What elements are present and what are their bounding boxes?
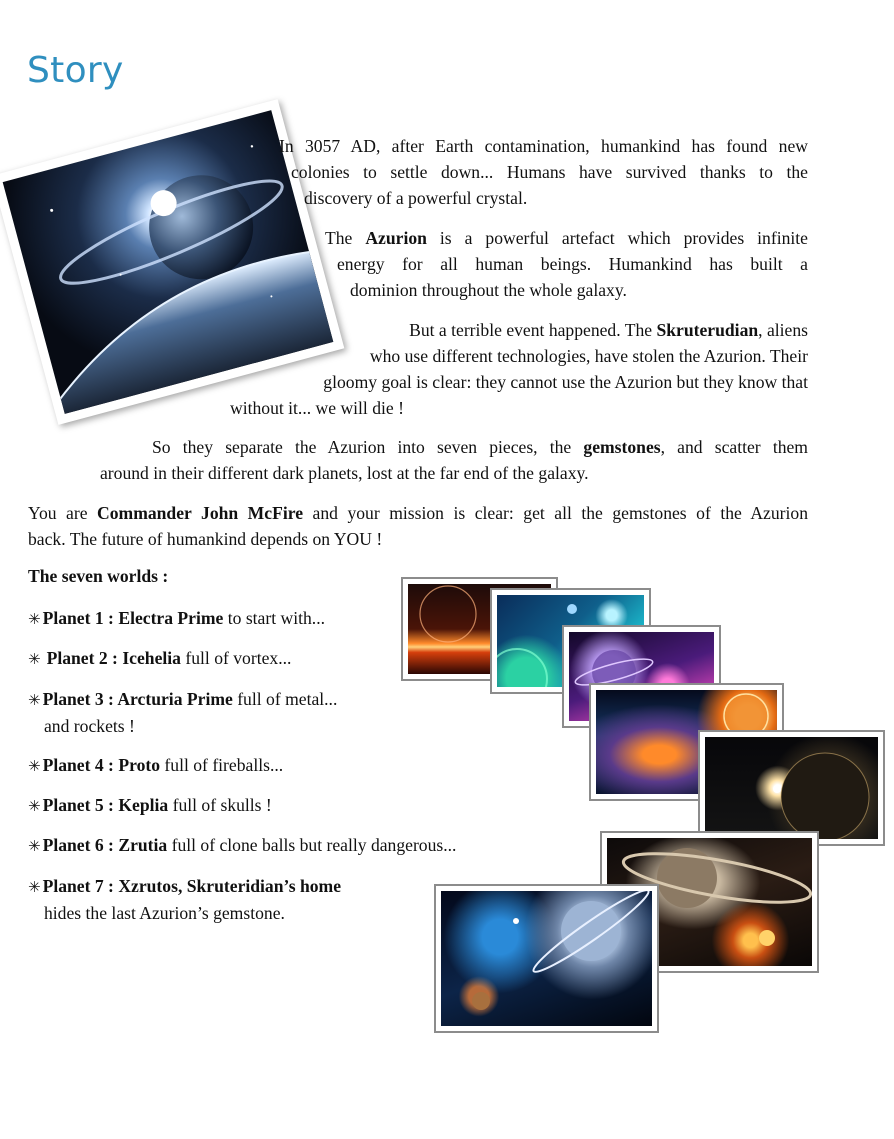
p3-line-2: who use different technologies, have stolen the Azurion. Their xyxy=(369,346,808,366)
skruterudian-term: Skruterudian xyxy=(656,320,759,340)
planet-name: Proto xyxy=(118,755,161,775)
planet-item-4: ✳ Planet 4 : Proto full of fireballs... xyxy=(28,755,284,775)
planet-name: Keplia xyxy=(118,795,169,815)
planet-name: Arcturia Prime xyxy=(117,689,233,709)
planet-5-thumbnail xyxy=(698,730,885,846)
p3-line-1: But a terrible event happened. The Skruterudian, aliens xyxy=(409,320,808,340)
planet-name: Xzrutos, Skruteridian’s home xyxy=(118,876,342,896)
worlds-title: The seven worlds : xyxy=(28,566,169,586)
planet-name: Icehelia xyxy=(122,648,181,668)
story-paragraph-3 xyxy=(230,317,808,421)
star-bullet-icon: ✳ xyxy=(28,691,41,709)
planet-item-6: ✳ Planet 6 : Zrutia full of clone balls but really dangerous... xyxy=(28,835,457,855)
p3-line-4: without it... we will die ! xyxy=(230,398,404,418)
star-bullet-icon: ✳ xyxy=(28,837,41,855)
p1-line-1: In 3057 AD, after Earth contamination, humankind has found new xyxy=(279,136,808,156)
page-title: Story xyxy=(27,50,124,91)
planet-item-3: ✳ Planet 3 : Arcturia Prime full of metal... and rockets ! xyxy=(28,689,338,736)
star-bullet-icon: ✳ xyxy=(28,797,41,815)
p2-line-2: energy for all human beings. Humankind has built a xyxy=(337,254,808,274)
p2-line-3: dominion throughout the whole galaxy. xyxy=(350,280,627,300)
star-bullet-icon: ✳ xyxy=(28,757,41,775)
p5-line-2: back. The future of humankind depends on YOU ! xyxy=(28,529,383,549)
p4-line-1: So they separate the Azurion into seven pieces, the gemstones, and scatter them xyxy=(152,437,808,457)
story-paragraph-4 xyxy=(100,434,808,486)
planet-item-5: ✳ Planet 5 : Keplia full of skulls ! xyxy=(28,795,272,815)
story-paragraph-5 xyxy=(28,500,808,552)
planet-item-2: ✳ Planet 2 : Icehelia full of vortex... xyxy=(28,648,292,668)
star-bullet-icon: ✳ xyxy=(28,878,41,896)
star-bullet-icon: ✳ xyxy=(28,610,41,628)
planet-name: Zrutia xyxy=(118,835,168,855)
planet-name: Electra Prime xyxy=(118,608,224,628)
planet-7-thumbnail xyxy=(434,884,659,1033)
star-bullet-icon: ✳ xyxy=(28,650,41,668)
story-paragraph-1 xyxy=(279,133,808,211)
planet-item-1: ✳ Planet 1 : Electra Prime to start with... xyxy=(28,608,325,628)
p4-line-2: around in their different dark planets, lost at the far end of the galaxy. xyxy=(100,463,589,483)
planet-item-7: ✳ Planet 7 : Xzrutos, Skruteridian’s home hides the last Azurion’s gemstone. xyxy=(28,876,342,923)
p3-line-3: gloomy goal is clear: they cannot use the Azurion but they know that xyxy=(323,372,808,392)
azurion-term: Azurion xyxy=(365,228,427,248)
p5-line-1: You are Commander John McFire and your mission is clear: get all the gemstones of the Azurion xyxy=(28,503,808,523)
story-paragraph-2 xyxy=(325,225,808,303)
gemstones-term: gemstones xyxy=(583,437,661,457)
p1-line-3: discovery of a powerful crystal. xyxy=(304,188,528,208)
p1-line-2: colonies to settle down... Humans have survived thanks to the xyxy=(291,162,808,182)
p2-line-1: The Azurion is a powerful artefact which provides infinite xyxy=(325,228,808,248)
commander-name: Commander John McFire xyxy=(97,503,304,523)
